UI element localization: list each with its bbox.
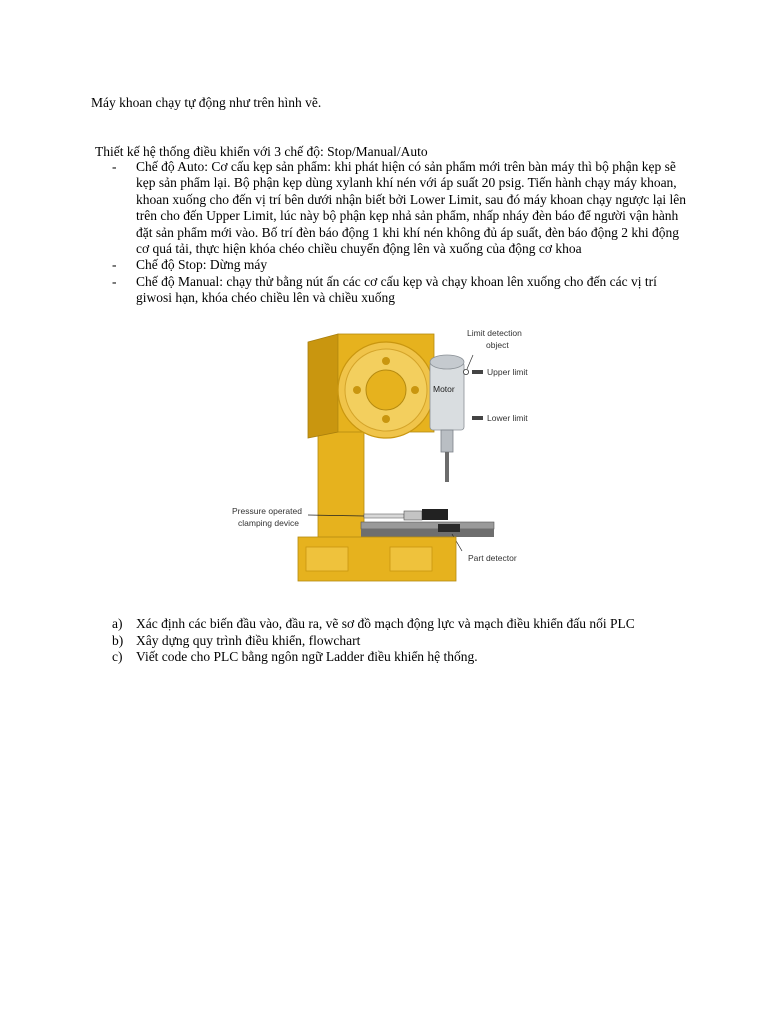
- page-title: Máy khoan chạy tự động như trên hình vẽ.: [91, 95, 322, 110]
- wheel-bolt-icon: [382, 415, 390, 423]
- bullet-dash: -: [112, 257, 117, 273]
- task-item: [112, 633, 692, 650]
- mode-stop-text: Chế độ Stop: Dừng máy: [136, 257, 268, 273]
- base-panel-right: [390, 547, 432, 571]
- base-panel-left: [306, 547, 348, 571]
- limit-detection-label-2: object: [486, 340, 509, 350]
- mode-list: [112, 159, 692, 307]
- upper-limit-switch-icon: [472, 370, 483, 374]
- bullet-dash: -: [112, 159, 117, 174]
- lower-limit-label: Lower limit: [487, 413, 528, 423]
- task-marker: a): [112, 616, 123, 631]
- mode-auto-text: Chế độ Auto: Cơ cấu kẹp sản phẩm: khi phát hiện có sản phẩm mới trên bàn máy thì bộ phận kẹp sẽ kẹp sản phẩm lại. Bộ phận kẹp dùng xylanh khí nén với áp suất 20 psig. Tiến hành chạy máy khoan, khoan xuống cho đến vị trí bên dưới nhận biết bởi Lower Limit, sau đó máy khoan chạy ngược lại lên trên cho đến Upper Limit, lúc này bộ phận kẹp nhả sản phẩm, nhấp nháy đèn báo để người vận hành đặt sản phẩm mới vào. Bố trí đèn báo động 1 khi khí nén không đủ áp suất, đèn báo động 2 khi động cơ quá tải, thực hiện khóa chéo chiều chuyển động lên và xuống của động cơ khoa: [136, 159, 687, 257]
- task-text: Xác định các biến đầu vào, đầu ra, vẽ sơ đồ mạch động lực và mạch điều khiển đấu nối PLC: [136, 616, 635, 631]
- motor-top: [430, 355, 464, 369]
- mode-manual: [112, 274, 692, 307]
- pressure-label-2: clamping device: [238, 518, 299, 528]
- machine-column: [318, 427, 364, 539]
- clamp-rod: [364, 514, 404, 518]
- head-side: [308, 334, 338, 438]
- work-table: [361, 522, 494, 529]
- clamp-cylinder: [404, 511, 422, 520]
- task-list: [112, 616, 692, 666]
- task-marker: c): [112, 649, 123, 664]
- pressure-label: Pressure operated: [232, 506, 302, 516]
- bullet-dash: -: [112, 273, 117, 289]
- part-detector-sensor: [438, 524, 460, 532]
- motor-chuck: [441, 430, 453, 452]
- upper-limit-label: Upper limit: [487, 367, 528, 377]
- motor-label: Motor: [433, 384, 455, 394]
- table-rail: [361, 529, 494, 537]
- task-text: Viết code cho PLC bằng ngôn ngữ Ladder điều khiển hệ thống.: [136, 649, 478, 664]
- mode-auto: [112, 159, 692, 257]
- wheel-bolt-icon: [382, 357, 390, 365]
- task-item: [112, 616, 692, 633]
- mode-stop: [112, 257, 692, 273]
- system-heading: Thiết kế hệ thống điều khiển với 3 chế độ: Stop/Manual/Auto: [95, 144, 428, 159]
- limit-detection-object-icon: [463, 369, 468, 374]
- workpiece: [422, 509, 448, 520]
- task-marker: b): [112, 632, 124, 648]
- task-text: Xây dựng quy trình điều khiển, flowchart: [136, 632, 361, 648]
- motor-body: [430, 362, 464, 430]
- task-item: [112, 649, 692, 666]
- drill-machine-diagram: [230, 322, 550, 582]
- wheel-bolt-icon: [411, 386, 419, 394]
- drill-bit: [445, 452, 449, 482]
- part-detector-label: Part detector: [468, 553, 517, 563]
- wheel-hub: [366, 370, 406, 410]
- limit-detection-leader: [467, 355, 473, 369]
- mode-manual-text: Chế độ Manual: chạy thử bằng nút ấn các cơ cấu kẹp và chạy khoan lên xuống cho đến các vị trí giwosi hạn, khóa chéo chiều lên và chiều xuống: [136, 273, 657, 306]
- lower-limit-switch-icon: [472, 416, 483, 420]
- limit-detection-label: Limit detection: [467, 328, 522, 338]
- drill-machine-figure: [230, 322, 550, 582]
- wheel-bolt-icon: [353, 386, 361, 394]
